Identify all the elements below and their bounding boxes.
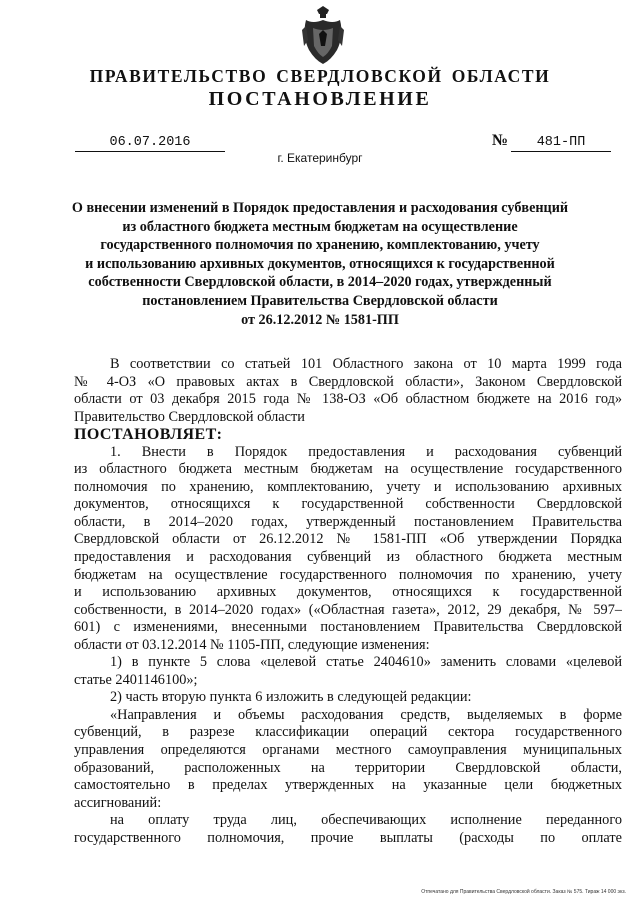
- title-line: О внесении изменений в Порядок предоставления и расходования субвенций: [71, 200, 569, 216]
- quote-line: образований, расположенных на территории Свердловской области,: [74, 759, 622, 776]
- item1-line: из областного бюджета местным бюджетам на осуществление государственного: [74, 461, 622, 478]
- preamble-line: В соответствии со статьей 101 Областного закона от 10 марта 1999 года: [110, 356, 622, 372]
- quote-line: ассигнований:: [74, 794, 162, 811]
- item1-line: 1. Внести в Порядок предоставления и расходования субвенций: [110, 443, 622, 460]
- item1-line: Свердловской области от 26.12.2012 № 1581-ПП «Об утверждении Порядка: [74, 531, 622, 548]
- title-line: собственности Свердловской области, в 2014–2020 годах, утвержденный: [88, 274, 552, 291]
- title-line: государственного полномочия по хранению, комплектованию, учету: [100, 237, 540, 254]
- number-sign: №: [492, 132, 509, 149]
- resolves-heading: ПОСТАНОВЛЯЕТ:: [74, 426, 223, 444]
- item1-line: собственности, в 2014–2020 годах» («Областная газета», 2012, 29 декабря, № 597–: [74, 601, 622, 618]
- quote-line: управления определяются органами местного самоуправления муниципальных: [74, 742, 622, 759]
- quote-line: «Направления и объемы расходования средств, выделяемых в форме: [110, 706, 622, 723]
- document-number: 481-ПП: [511, 134, 611, 152]
- tail-line: на оплату труда лиц, обеспечивающих исполнение переданного: [110, 812, 622, 829]
- subitem1-line: статье 2401146100»;: [74, 671, 198, 688]
- document-title: [60, 199, 580, 329]
- city: г. Екатеринбург: [277, 151, 363, 165]
- title-line: из областного бюджета местным бюджетам на осуществление: [122, 218, 518, 235]
- tail-line: государственного полномочия, прочие выплаты (расходы по оплате: [74, 829, 622, 846]
- item1-line: предоставления и расходования субвенций из областного бюджета местным: [74, 549, 622, 566]
- item1-line: полномочия по хранению, комплектованию, учету и использованию архивных: [74, 478, 622, 495]
- print-footer: Отпечатано для Правительства Свердловской области. Заказ № 575. Тираж 14 000 экз.: [421, 889, 626, 895]
- title-line: постановлением Правительства Свердловской области: [142, 292, 498, 309]
- coat-of-arms-icon: [300, 6, 346, 66]
- preamble-line: Правительство Свердловской области: [74, 408, 305, 425]
- item1-line: области, в 2014–2020 годах, утвержденный постановлением Правительства: [74, 513, 622, 530]
- quote-line: субвенций, в разрезе классификации операций сектора государственного: [74, 724, 622, 741]
- quote-line: самостоятельно в пределах утвержденных на указанные цели бюджетных: [74, 777, 622, 794]
- item1-line: бюджетам на осуществление государственного полномочия по хранению, учету: [74, 566, 622, 583]
- government-name: ПРАВИТЕЛЬСТВО СВЕРДЛОВСКОЙ ОБЛАСТИ: [89, 66, 551, 86]
- item1-line: 601) с изменениями, внесенными постановлением Правительства Свердловской: [74, 619, 622, 636]
- title-line: от 26.12.2012 № 1581-ПП: [241, 311, 399, 328]
- subitem2-line: 2) часть вторую пункта 6 изложить в следующей редакции:: [110, 689, 472, 706]
- preamble-line: № 4-ОЗ «О правовых актах в Свердловской области», Законом Свердловской: [74, 373, 622, 390]
- item1-line: документов, относящихся к государственной собственности Свердловской: [74, 496, 622, 513]
- document-body: [74, 356, 622, 847]
- item1-line: области от 03.12.2014 № 1105-ПП, следующие изменения:: [74, 636, 430, 653]
- preamble-line: области от 03 декабря 2015 года № 138-ОЗ «Об областном бюджете на 2016 год»: [74, 391, 622, 408]
- subitem1-line: 1) в пункте 5 слова «целевой статье 2404610» заменить словами «целевой: [110, 654, 622, 671]
- document-type: ПОСТАНОВЛЕНИЕ: [208, 88, 432, 110]
- item1-line: и использованию архивных документов, относящихся к государственной: [74, 584, 622, 601]
- document-date: 06.07.2016: [75, 134, 225, 152]
- title-line: и использованию архивных документов, относящихся к государственной: [85, 255, 555, 272]
